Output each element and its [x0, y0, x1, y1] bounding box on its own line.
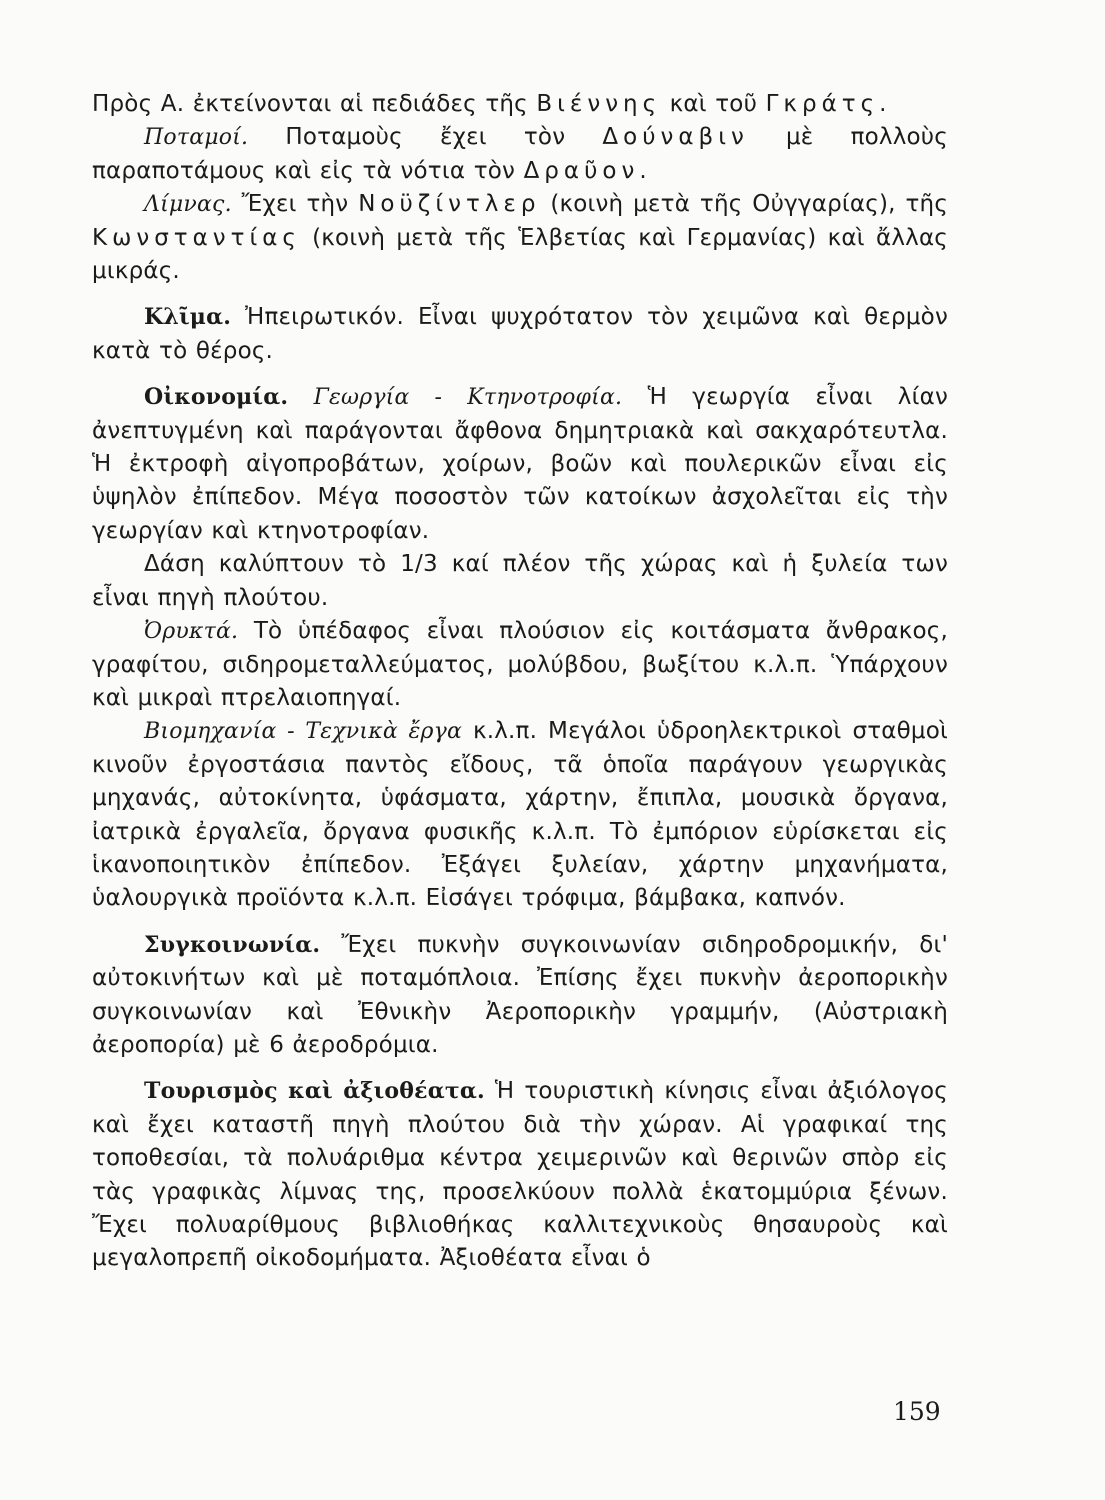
- lake-neusiedler: Νοϋζίντλερ: [358, 191, 541, 218]
- page-body: [92, 88, 948, 1276]
- place-graz: Γκράτς: [765, 91, 880, 117]
- paragraph-minerals: Ὀρυκτά. Τὸ ὑπέδαφος εἶναι πλούσιον εἰς κοιτάσματα ἄνθρακος, γραφίτου, σιδηρομεταλλεύματος, μολύβδου, βωξίτου κ.λ.π. Ὑπάρχουν καὶ μικραὶ πτρελαιοπηγαί.: [92, 618, 948, 711]
- paragraph-rivers: Ποταμοί. Ποταμοὺς ἔχει τὸν Δούναβιν μὲ πολλοὺς παραποτάμους καὶ εἰς τὰ νότια τὸν Δραῦον.: [92, 124, 948, 184]
- paragraph-economy: Οἰκονομία. Γεωργία - Κτηνοτροφία. Ἡ γεωργία εἶναι λίαν ἀνεπτυγμένη καὶ παράγονται ἄφθονα δημητριακὰ καὶ σακχαρότευτλα. Ἡ ἐκτροφὴ αἰγοπροβάτων, χοίρων, βοῶν καὶ πουλερικῶν εἶναι εἰς ὑψηλὸν ἐπίπεδον. Μέγα ποσοστὸν τῶν κατοίκων ἀσχολεῖται εἰς τὴν γεωργίαν καὶ κτηνοτροφίαν.: [92, 384, 949, 544]
- economy-heading: Οἰκονομία.: [144, 384, 289, 411]
- rivers-label: Ποταμοί.: [144, 125, 249, 151]
- paragraph-lakes: Λίμνας. Ἔχει τὴν Νοϋζίντλερ (κοινὴ μετὰ τῆς Οὐγγαρίας), τῆς Κωνσταντίας (κοινὴ μετὰ τῆς Ἑλβετίας καὶ Γερμανίας) καὶ ἄλλας μικράς.: [92, 191, 949, 285]
- economy-subheading: Γεωργία - Κτηνοτροφία.: [313, 385, 623, 411]
- paragraph-transport: Συγκοινωνία. Ἔχει πυκνὴν συγκοινωνίαν σιδηροδρομικήν, δι' αὐτοκινήτων καὶ μὲ ποταμόπλοια. Ἐπίσης ἔχει πυκνὴν ἀεροπορικὴν συγκοινωνίαν καὶ Ἐθνικὴν Ἀεροπορικὴν γραμμήν, (Αὐστριακὴ ἀεροπορία) μὲ 6 ἀεροδρόμια.: [92, 931, 948, 1058]
- lakes-label: Λίμνας.: [144, 192, 232, 218]
- paragraph-tourism: Τουρισμὸς καὶ ἀξιοθέατα. Ἡ τουριστικὴ κίνησις εἶναι ἀξιόλογος καὶ ἔχει καταστῆ πηγὴ πλούτου διὰ τὴν χώραν. Αἱ γραφικαί της τοποθεσίαι, τὰ πολυάριθμα κέντρα χειμερινῶν καὶ θερινῶν σπὸρ εἰς τὰς γραφικὰς λίμνας της, προσελκύουν πολλὰ ἑκατομμύρια ξένων. Ἔχει πολυαρίθμους βιβλιοθήκας καλλιτεχνικοὺς θησαυροὺς καὶ μεγαλοπρεπῆ οἰκοδομήματα. Ἀξιοθέατα εἶναι ὁ: [92, 1078, 948, 1272]
- paragraph-industry: Βιομηχανία - Τεχνικὰ ἔργα κ.λ.π. Μεγάλοι ὑδροηλεκτρικοὶ σταθμοὶ κινοῦν ἐργοστάσια παντὸς εἴδους, τᾶ ὁποῖα παράγουν γεωργικὰς μηχανάς, αὐτοκίνητα, ὑφάσματα, χάρτην, ἔπιπλα, μουσικὰ ὄργανα, ἰατρικὰ ἐργαλεῖα, ὄργανα φυσικῆς κ.λ.π. Τὸ ἐμπόριον εὑρίσκεται εἰς ἱκανοποιητικὸν ἐπίπεδον. Ἐξάγει ξυλείαν, χάρτην μηχανήματα, ὑαλουργικὰ προϊόντα κ.λ.π. Εἰσάγει τρόφιμα, βάμβακα, καπνόν.: [92, 718, 948, 912]
- tourism-heading: Τουρισμὸς καὶ ἀξιοθέατα.: [144, 1078, 485, 1105]
- place-vienna: Βιέννης: [536, 91, 662, 117]
- minerals-label: Ὀρυκτά.: [144, 619, 239, 645]
- industry-label: Βιομηχανία - Τεχνικὰ ἔργα: [144, 719, 463, 745]
- river-danube: Δούναβιν: [602, 124, 749, 151]
- river-drava: Δραῦον: [523, 157, 640, 184]
- paragraph-climate: Κλῖμα. Ἠπειρωτικόν. Εἶναι ψυχρότατον τὸν χειμῶνα καὶ θερμὸν κατὰ τὸ θέρος.: [92, 304, 949, 364]
- transport-heading: Συγκοινωνία.: [144, 931, 321, 958]
- lake-constance: Κωνσταντίας: [92, 224, 301, 251]
- paragraph-forests: Δάση καλύπτουν τὸ 1/3 καί πλέον τῆς χώρας καὶ ἡ ξυλεία των εἶναι πηγὴ πλούτου.: [92, 551, 948, 611]
- paragraph-plains: Πρὸς Α. ἐκτείνονται αἱ πεδιάδες τῆς Βιέννης καὶ τοῦ Γκράτς.: [92, 91, 887, 117]
- climate-heading: Κλῖμα.: [144, 304, 232, 331]
- page-number: 159: [893, 1397, 941, 1426]
